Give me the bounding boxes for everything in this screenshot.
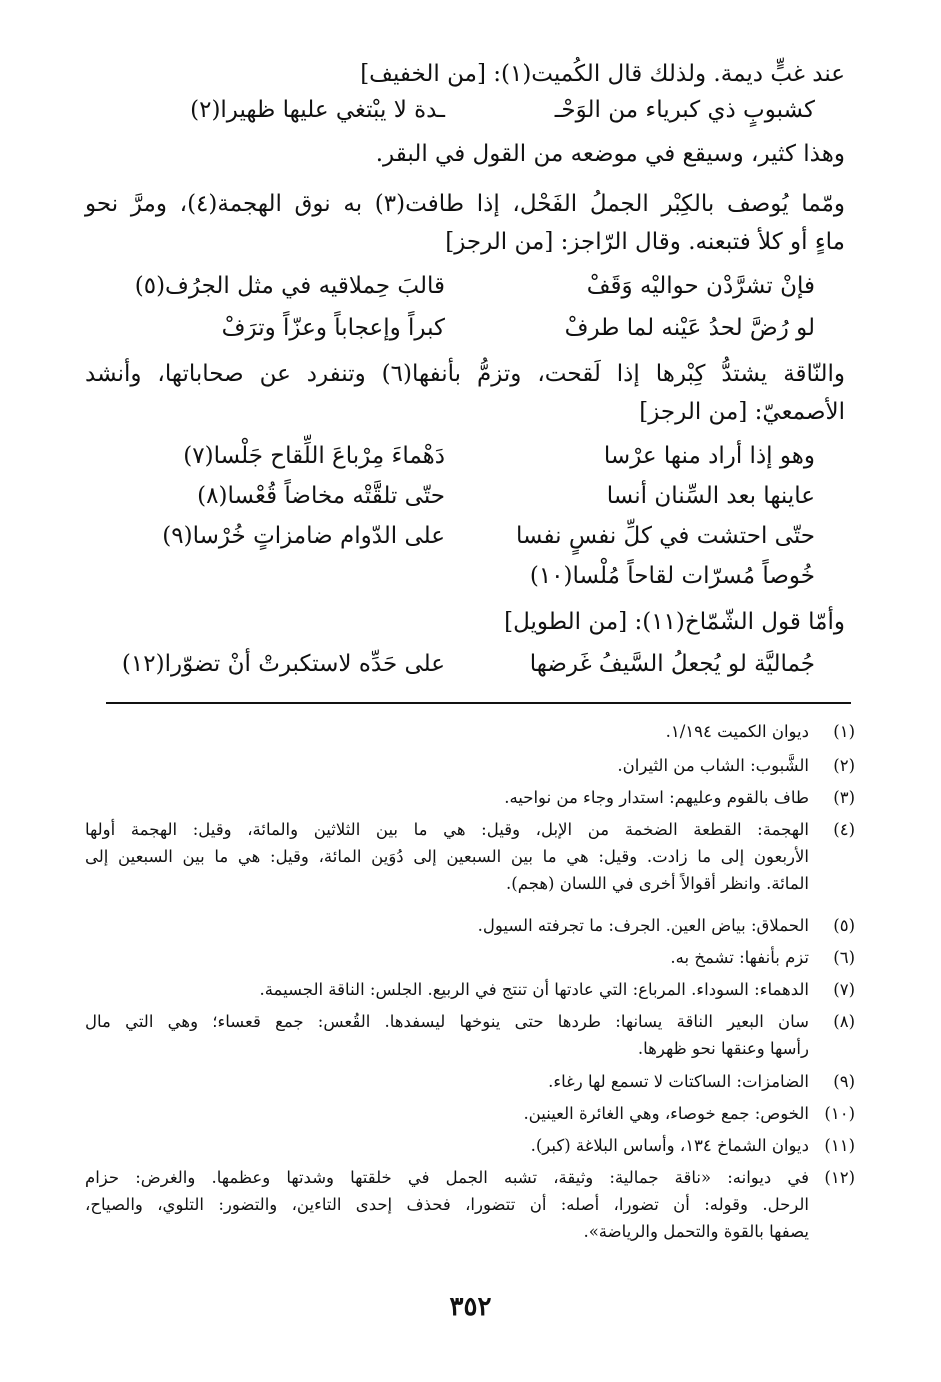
footnote-number: (٢) [833,756,855,775]
footnote-text: سان البعير الناقة يسانها: طردها حتى ينوخها ليسفدها. القُعس: جمع قعساء؛ وهي التي مال [85,1012,809,1031]
footnote-number: (٣) [833,788,855,807]
footnote-text: المائة. وانظر أقوالاً أخرى في اللسان (هجم). [506,874,809,893]
footnote-text: الأربعون إلى ما زادت. وقيل: هي ما بين السبعين إلى دُوَين المائة، وقيل: هي ما بين السبعين إلى [85,847,809,866]
footnote [85,1164,855,1245]
footnote-number: (١١) [824,1136,855,1155]
verse-hemistich-second: ـدة لا يبْتغي عليها ظهيرا(٢) [190,97,445,123]
footnote-number: (٨) [833,1012,855,1031]
paragraph-line: وأمّا قول الشّمّاخ(١١): [من الطويل] [504,609,845,635]
footnote-text: في ديوانه: «ناقة جمالية: وثيقة، تشبه الجمل في خلقتها وشدتها وعظمها. والغرض: حزام [85,1168,809,1187]
footnote-text: طاف بالقوم وعليهم: استدار وجاء من نواحيه. [504,788,809,807]
verse-hemistich-second: على حَدِّه لاستكبرتْ أنْ تضوّرا(١٢) [121,651,445,677]
verse-hemistich-first: كشبوبٍ ذي كبرياء من الوَحْـ [554,97,815,123]
verse-hemistich-first: لو رُضَّ لحدُ عَيْنه لما طرفْ [564,315,815,341]
paragraph-line: عند غبٍّ ديمة. ولذلك قال الكُميت(١): [من الخفيف] [360,61,845,87]
footnote [85,912,855,939]
footnote-text: يصفها بالقوة والتحمل والرياضة». [583,1222,809,1241]
paragraph-line: الأصمعيّ: [من الرجز] [639,399,845,425]
paragraph-line: ومّما يُوصف بالكِبْر الجملُ الفَحْل، إذا طافت(٣) به نوق الهجمة(٤)، ومرَّ نحو [85,191,845,217]
verse-hemistich-second: قالبَ حِملاقيه في مثل الجرُف(٥) [134,273,445,299]
verse-hemistich-second: كبراً وإعجاباً وعزّاً وترَفْ [221,315,445,341]
footnote-number: (٤) [833,820,855,839]
verse-hemistich-second: حتّى تلقَّتْه مخاضاً قُعْسا(٨) [197,483,445,509]
footnote-text: الخوص: جمع خوصاء، وهي الغائرة العينين. [523,1104,809,1123]
footnote-text: الضامزات: الساكتات لا تسمع لها رغاء. [548,1072,809,1091]
verse-hemistich-first: حتّى احتشت في كلِّ نفسٍ نفسا [516,523,815,549]
footnote [85,1100,855,1127]
verse-hemistich-first: جُماليَّة لو يُجعلُ السَّيفُ غَرضها [529,651,815,677]
page-number: ٣٥٢ [449,1292,492,1322]
footnote-number: (٧) [833,980,855,999]
verse-hemistich-second: دَهْماءَ مِرْباعَ اللِّقاح جَلْسا(٧) [183,443,445,469]
paragraph-line: والنّاقة يشتدُّ كِبْرها إذا لَقحت، وتزمُّ بأنفها(٦) وتنفرد عن صحاباتها، وأنشد [85,361,845,387]
footnote-text: ديوان الشماخ ١٣٤، وأساس البلاغة (كبر). [530,1136,809,1155]
footnote [85,944,855,971]
footnote [85,1008,855,1062]
footnote-number: (٥) [833,916,855,935]
footnote-text: الدهماء: السوداء. المرباع: التي عادتها أن تنتج في الربيع. الجلس: الناقة الجسيمة. [259,980,809,999]
footnote-number: (١٠) [824,1104,855,1123]
footnote [85,718,855,745]
footnote-text: تزم بأنفها: تشمخ به. [670,948,809,967]
footnote [85,752,855,779]
footnote-number: (٦) [833,948,855,967]
footnote-text: الهجمة: القطعة الضخمة من الإبل، وقيل: هي ما بين الثلاثين والمائة، وقيل: الهجمة أولها [85,820,809,839]
paragraph-line: وهذا كثير، وسيقع في موضعه من القول في البقر. [375,141,845,167]
footnote-text: الشَّبوب: الشاب من الثيران. [617,756,809,775]
footnote-text: ديوان الكميت ١/١٩٤. [665,722,809,741]
footnote [85,976,855,1003]
footnote-text: الرحل. وقوله: أن تضورا، أصله: أن تتضورا، فحذف إحدى التاءين، والتضور: التلوي، والصياح، [85,1195,809,1214]
verse-single: خُوصاً مُسرّات لقاحاً مُلْسا(١٠) [529,563,815,589]
footnote-number: (١٢) [824,1168,855,1187]
footnote-text: الحملاق: بياض العين. الجرف: ما تجرفته السيول. [477,916,809,935]
footnote [85,816,855,897]
verse-hemistich-first: وهو إذا أراد منها عرْسا [603,443,815,469]
footnote-number: (١) [833,722,855,741]
footnote [85,784,855,811]
footnote-divider [106,702,851,704]
verse-hemistich-first: عاينها بعد السِّنان أنسا [606,483,815,509]
footnote-number: (٩) [833,1072,855,1091]
paragraph-line: ماءٍ أو كلأ فتبعنه. وقال الرّاجز: [من الرجز] [445,229,845,255]
verse-hemistich-second: على الدّوام ضامزاتٍ خُرْسا(٩) [162,523,445,549]
footnote [85,1132,855,1159]
footnote [85,1068,855,1095]
verse-hemistich-first: فإنْ تشرَّدْن حواليْه وَقَفْ [586,273,815,299]
footnote-text: رأسها وعنقها نحو ظهرها. [637,1039,809,1058]
